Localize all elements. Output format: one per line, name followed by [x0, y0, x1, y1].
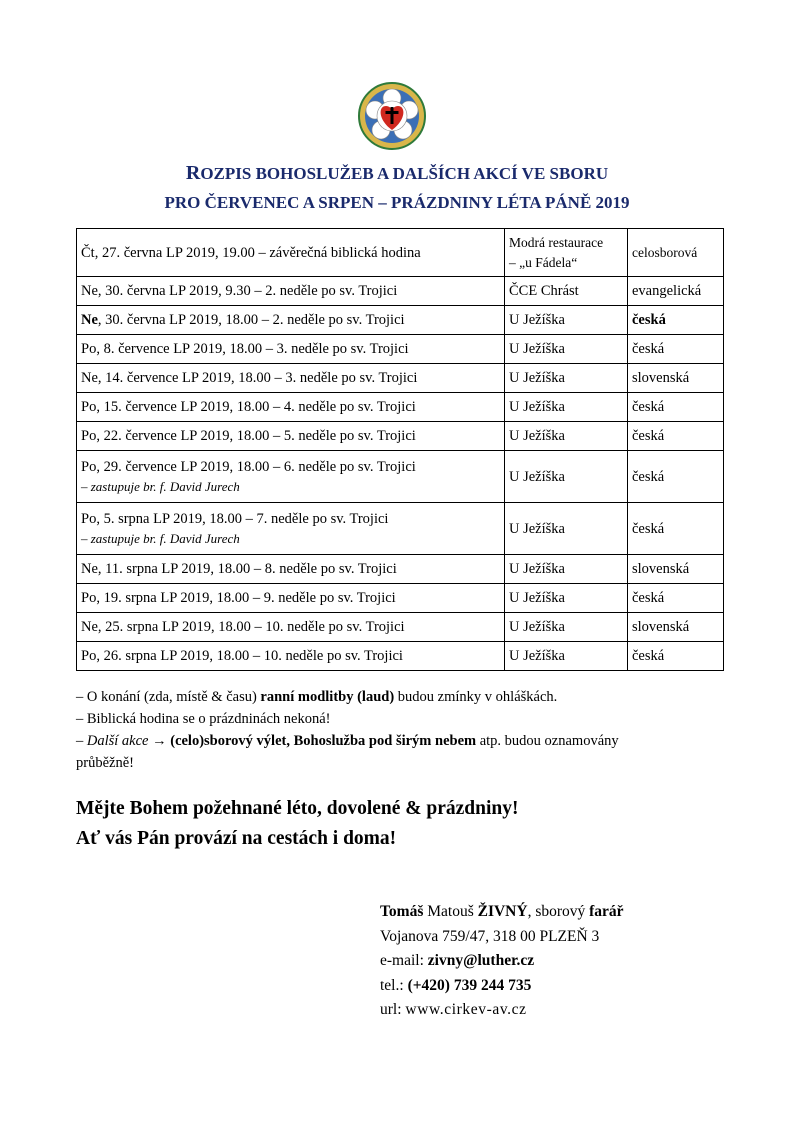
contact-url[interactable]: url: www.cirkev-av.cz — [380, 1001, 527, 1018]
contact-name: Tomáš Matouš ŽIVNÝ, sborový farář — [380, 903, 624, 920]
table-row: Po, 8. července LP 2019, 18.00 – 3. neděle po sv. Trojici U Ježíška česká — [77, 335, 724, 364]
table-row: Ne, 30. června LP 2019, 18.00 – 2. neděle po sv. Trojici U Ježíška česká — [77, 306, 724, 335]
table-row: Po, 15. července LP 2019, 18.00 – 4. neděle po sv. Trojici U Ježíška česká — [77, 393, 724, 422]
table-row: Ne, 11. srpna LP 2019, 18.00 – 8. neděle po sv. Trojici U Ježíška slovenská — [77, 555, 724, 584]
page-title: ROZPIS BOHOSLUŽEB A DALŠÍCH AKCÍ VE SBORU — [185, 162, 609, 184]
table-row: Po, 5. srpna LP 2019, 18.00 – 7. neděle po sv. Trojici – zastupuje br. f. David Jurech U Ježíška česká — [77, 503, 724, 555]
contact-address: Vojanova 759/47, 318 00 PLZEŇ 3 — [380, 927, 600, 945]
note-morning-prayer: – O konání (zda, místě & času) ranní modlitby (laud) budou zmínky v ohláškách. — [76, 689, 558, 705]
table-row: Ne, 25. srpna LP 2019, 18.00 – 10. neděle po sv. Trojici U Ježíška slovenská — [77, 613, 724, 642]
contact-block — [380, 900, 624, 1023]
blessing: Mějte Bohem požehnané léto, dovolené & prázdniny! Ať vás Pán provází na cestách i doma! — [76, 798, 519, 849]
note-other-events: – Další akce → (celo)sborový výlet, Bohoslužba pod širým nebem atp. budou oznamovány průběžně! — [76, 733, 619, 771]
table-row: Ne, 30. června LP 2019, 9.30 – 2. neděle po sv. Trojici ČCE Chrást evangelická — [77, 277, 724, 306]
table-row: Ne, 14. července LP 2019, 18.00 – 3. neděle po sv. Trojici U Ježíška slovenská — [77, 364, 724, 393]
table-row: Čt, 27. června LP 2019, 19.00 – závěrečná biblická hodina Modrá restaurace – „u Fádela“ celosborová — [77, 229, 724, 277]
notes — [76, 686, 726, 774]
table-row: Po, 19. srpna LP 2019, 18.00 – 9. neděle po sv. Trojici U Ježíška česká — [77, 584, 724, 613]
luther-rose-logo — [358, 82, 426, 150]
contact-email[interactable]: e-mail: zivny@luther.cz — [380, 952, 535, 969]
page-subtitle: PRO ČERVENEC A SRPEN – PRÁZDNINY LÉTA PÁNĚ 2019 — [164, 193, 630, 212]
table-row: Po, 29. července LP 2019, 18.00 – 6. neděle po sv. Trojici – zastupuje br. f. David Jurech U Ježíška česká — [77, 451, 724, 503]
schedule-table — [76, 228, 724, 671]
table-row: Po, 22. července LP 2019, 18.00 – 5. neděle po sv. Trojici U Ježíška česká — [77, 422, 724, 451]
table-row: Po, 26. srpna LP 2019, 18.00 – 10. neděle po sv. Trojici U Ježíška česká — [77, 642, 724, 671]
contact-phone: tel.: (+420) 739 244 735 — [380, 976, 532, 994]
note-bible-hour: – Biblická hodina se o prázdninách nekoná! — [76, 711, 331, 727]
